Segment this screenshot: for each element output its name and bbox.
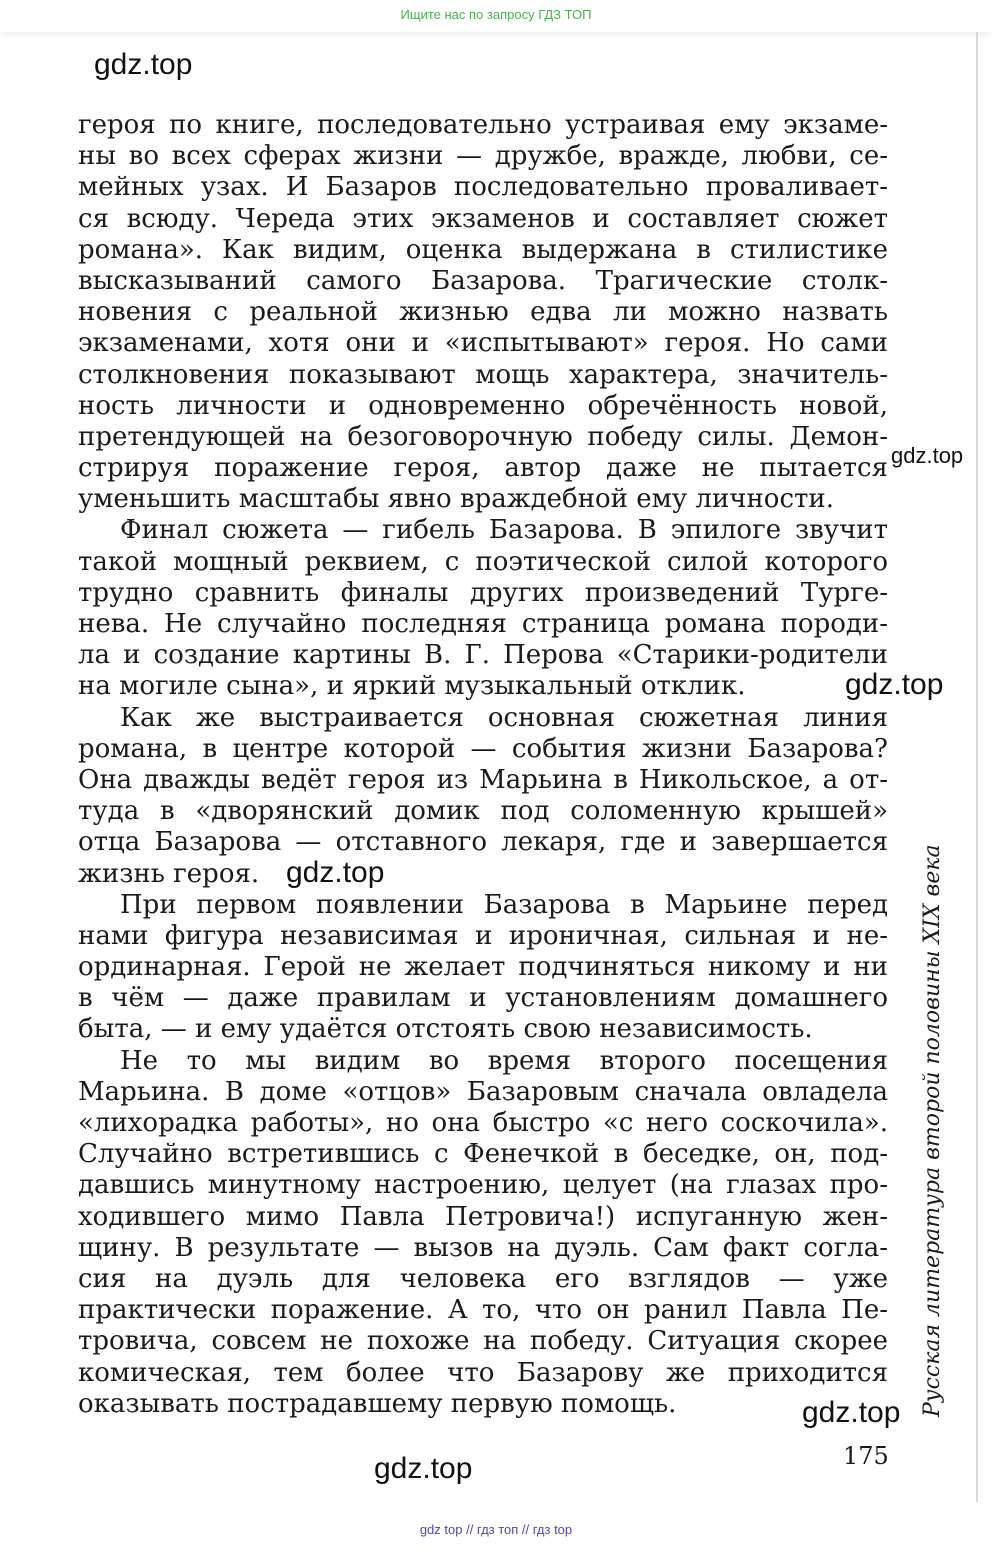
text-line: ность личности и одновременно обречённость новой,	[78, 390, 888, 421]
text-line: ла и создание картины В. Г. Перова «Старики-родители	[78, 640, 888, 671]
text-line: «лихорадка работы», но она быстро «с него соскочила».	[78, 1108, 888, 1138]
text-line: романа». Как видим, оценка выдержана в стилистике	[78, 234, 888, 265]
text-line: Она дважды ведёт героя из Марьина в Никольское, а от-	[78, 764, 888, 795]
text-line: новения с реальной жизнью едва ли можно назвать	[78, 297, 888, 328]
text-line: ординарная. Герой не желает подчиняться никому и ни	[78, 952, 888, 983]
text-line: Случайно встретившись с Фенечкой в беседке, он, под-	[78, 1139, 888, 1170]
text-line: Финал сюжета — гибель Базарова. В эпилоге звучит	[120, 515, 888, 546]
text-line: тровича, совсем не похоже на победу. Ситуация скорее	[78, 1326, 888, 1357]
text-line: Как же выстраивается основная сюжетная линия	[120, 702, 888, 733]
text-line: Марьина. В доме «отцов» Базаровым сначала овладела	[78, 1076, 888, 1107]
text-line: стрируя поражение героя, автор даже не пытается	[78, 453, 888, 484]
text-line: практически поражение. А то, что он ранил Павла Пе-	[78, 1295, 888, 1326]
text-line: на могиле сына», и яркий музыкальный отклик.	[78, 671, 746, 702]
text-line: щину. В результате — вызов на дуэль. Сам факт согла-	[78, 1232, 888, 1263]
watermark: gdz.top	[374, 1452, 473, 1485]
text-line: ся всюду. Череда этих экзаменов и составляет сюжет	[78, 203, 888, 234]
body-text	[78, 110, 888, 1420]
text-line: мейных узах. И Базаров последовательно проваливает-	[78, 172, 888, 203]
text-line: ходившего мимо Павла Петровича!) испуганную жен-	[78, 1201, 888, 1232]
text-line: такой мощный реквием, с поэтической силой которого	[78, 546, 888, 577]
text-line: оказывать пострадавшему первую помощь.	[78, 1388, 677, 1419]
text-line: экзаменами, хотя они и «испытывают» героя. Но сами	[78, 328, 888, 359]
text-line: быта, — и ему удаётся отстоять свою независимость.	[78, 1014, 813, 1045]
watermark: gdz.top	[802, 1396, 901, 1429]
text-line: комическая, тем более что Базарову же приходится	[78, 1357, 888, 1388]
watermark: gdz.top	[845, 668, 944, 701]
text-line: претендующей на безоговорочную победу силы. Демон-	[78, 421, 888, 452]
text-line: жизнь героя.	[78, 858, 260, 889]
text-line: Не то мы видим во время второго посещения	[120, 1045, 888, 1076]
text-line: отца Базарова — отставного лекаря, где и завершается	[78, 827, 888, 858]
text-line: уменьшить масштабы явно враждебной ему личности.	[78, 484, 834, 515]
text-line: туда в «дворянский домик под соломенную крышей»	[78, 796, 888, 827]
running-title: Русская литература второй половины XIX века	[920, 844, 945, 1417]
page-edge-line	[976, 32, 978, 1502]
watermark: gdz.top	[94, 48, 193, 81]
text-line: в чём — даже правилам и установлениям домашнего	[78, 983, 888, 1014]
text-line: высказываний самого Базарова. Трагические столк-	[78, 265, 888, 296]
text-line: давшись минутному настроению, целует (на глазах про-	[78, 1170, 888, 1201]
watermark: gdz.top	[891, 443, 964, 468]
page-number: 175	[843, 1442, 889, 1470]
top-banner: Ищите нас по запросу ГДЗ ТОП	[0, 0, 992, 32]
text-line: сия на дуэль для человека его взглядов — уже	[78, 1263, 888, 1294]
text-line: При первом появлении Базарова в Марьине перед	[120, 889, 888, 920]
text-line: трудно сравнить финалы других произведений Турге-	[78, 577, 888, 608]
text-line: героя по книге, последовательно устраивая ему экзаме-	[78, 110, 888, 140]
footer-links[interactable]: gdz top // гдз топ // гдз top	[419, 1522, 573, 1537]
text-line: ны во всех сферах жизни — дружбе, вражде, любви, се-	[78, 141, 888, 172]
text-line: нева. Не случайно последняя страница романа породи-	[78, 609, 888, 639]
text-line: столкновения показывают мощь характера, значитель-	[78, 359, 888, 390]
text-line: романа, в центре которой — события жизни Базарова?	[78, 733, 888, 764]
text-line: нами фигура независимая и ироничная, сильная и не-	[78, 920, 888, 951]
watermark: gdz.top	[286, 856, 385, 889]
